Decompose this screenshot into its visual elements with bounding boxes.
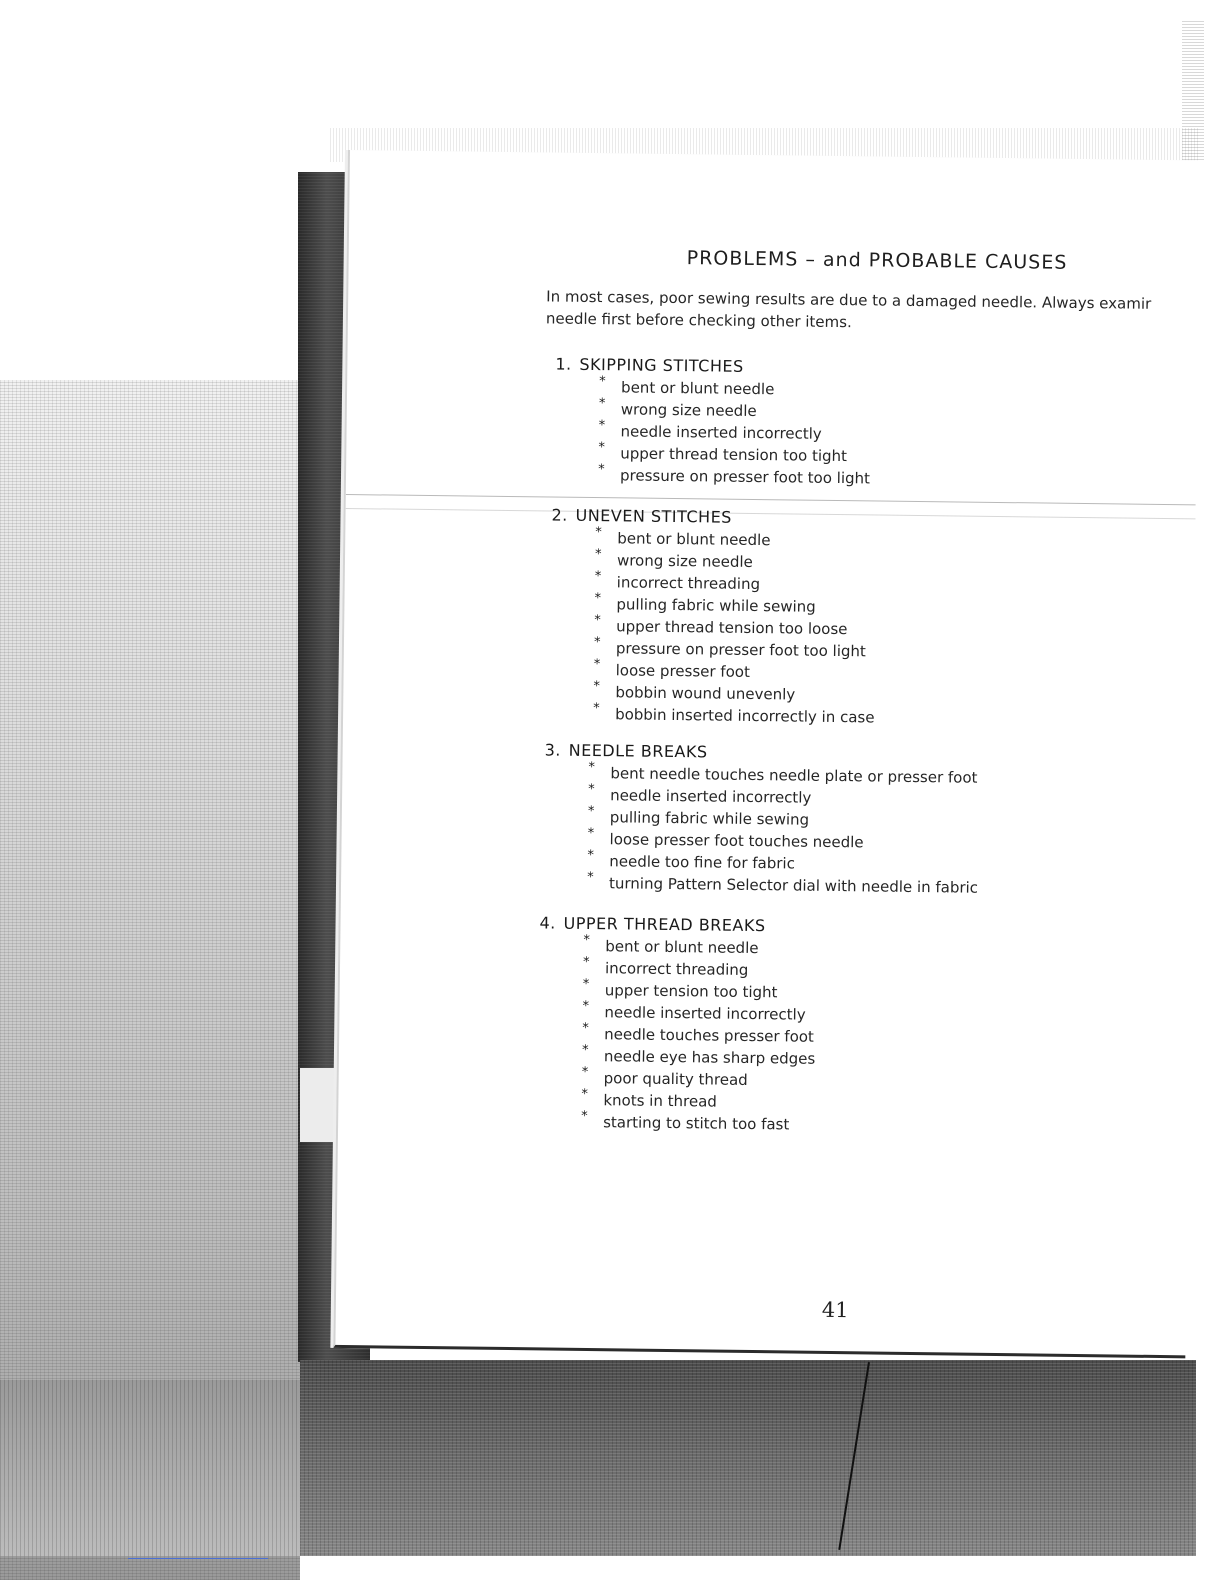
- bullet-icon: *: [582, 998, 590, 1015]
- bullet-icon: *: [598, 396, 606, 412]
- section-title: UPPER THREAD BREAKS: [563, 913, 766, 936]
- list-item: [581, 1086, 815, 1114]
- bullet-icon: *: [593, 635, 601, 651]
- bullet-icon: *: [582, 976, 590, 993]
- underline-mark: [128, 1558, 268, 1559]
- cause-text: upper thread tension too loose: [616, 617, 848, 639]
- list-item: [582, 976, 817, 1004]
- bullet-icon: *: [593, 657, 601, 673]
- section-title: UNEVEN STITCHES: [575, 505, 733, 527]
- list-item: [581, 1042, 816, 1070]
- cause-text: incorrect threading: [616, 573, 761, 594]
- cause-text: bobbin inserted incorrectly in case: [615, 705, 875, 727]
- scan-background-bottom-left: [0, 1380, 300, 1556]
- cause-text: needle inserted incorrectly: [604, 1003, 806, 1024]
- bullet-icon: *: [581, 1064, 589, 1081]
- bullet-icon: *: [593, 701, 600, 717]
- cause-text: upper tension too tight: [604, 981, 778, 1002]
- bullet-icon: *: [587, 803, 595, 820]
- bullet-icon: *: [583, 932, 590, 949]
- section-number: 2.: [551, 505, 568, 525]
- manual-page: [333, 150, 1200, 1358]
- cause-list: [549, 527, 877, 729]
- page-number: 41: [821, 1297, 849, 1323]
- bullet-icon: *: [595, 525, 602, 541]
- list-item: [581, 1108, 815, 1136]
- cause-text: needle eye has sharp edges: [603, 1047, 816, 1068]
- section-skipping-stitches: [554, 354, 872, 490]
- cause-list: [543, 761, 980, 898]
- bullet-icon: *: [581, 1108, 588, 1125]
- cause-text: bent needle touches needle plate or presser foot: [610, 764, 978, 787]
- cause-text: pulling fabric while sewing: [616, 595, 816, 616]
- cause-text: bent or blunt needle: [605, 937, 759, 958]
- section-upper-thread-breaks: [537, 912, 817, 1135]
- bullet-icon: *: [598, 462, 605, 478]
- bullet-icon: *: [594, 547, 602, 563]
- bullet-icon: *: [598, 440, 605, 456]
- cause-text: pulling fabric while sewing: [609, 808, 810, 829]
- cause-text: wrong size needle: [616, 551, 753, 571]
- cause-text: loose presser foot touches needle: [609, 830, 864, 852]
- list-item: [581, 1064, 816, 1092]
- section-number: 1.: [555, 354, 572, 374]
- intro-line: In most cases, poor sewing results are due to a damaged needle. Always examir: [546, 287, 1152, 313]
- page-title: PROBLEMS – and PROBABLE CAUSES: [686, 247, 1068, 274]
- cause-text: starting to stitch too fast: [603, 1113, 790, 1134]
- bullet-icon: *: [594, 569, 602, 585]
- cause-text: loose presser foot: [615, 661, 750, 681]
- cause-text: needle inserted incorrectly: [610, 786, 812, 807]
- cause-text: needle touches presser foot: [604, 1025, 814, 1046]
- bullet-icon: *: [581, 1086, 589, 1103]
- cause-text: poor quality thread: [603, 1069, 748, 1089]
- bullet-icon: *: [588, 759, 596, 776]
- list-item: [593, 703, 875, 728]
- cause-list: [537, 934, 817, 1135]
- cause-text: needle inserted incorrectly: [620, 422, 822, 443]
- list-item: [587, 869, 979, 899]
- list-item: [582, 998, 816, 1026]
- bullet-icon: *: [599, 374, 606, 390]
- bullet-icon: *: [593, 679, 601, 695]
- section-heading: [539, 912, 817, 937]
- section-title: NEEDLE BREAKS: [568, 740, 708, 762]
- scan-background-right-edge: [1182, 20, 1204, 160]
- bullet-icon: *: [594, 591, 602, 607]
- bullet-icon: *: [598, 418, 606, 434]
- bullet-icon: *: [583, 954, 590, 971]
- section-uneven-stitches: [549, 505, 877, 729]
- scan-background-bottom: [300, 1360, 1196, 1556]
- cause-text: wrong size needle: [620, 400, 757, 421]
- list-item: [598, 464, 870, 489]
- bullet-icon: *: [582, 1020, 589, 1037]
- bullet-icon: *: [587, 847, 594, 864]
- cause-text: knots in thread: [603, 1091, 717, 1111]
- cause-text: bent or blunt needle: [621, 378, 775, 399]
- section-title: SKIPPING STITCHES: [579, 354, 744, 376]
- cause-text: bent or blunt needle: [617, 529, 771, 550]
- section-number: 4.: [539, 913, 556, 933]
- fold-line: [346, 494, 1196, 505]
- cause-text: pressure on presser foot too light: [619, 466, 871, 488]
- cause-text: bobbin wound unevenly: [615, 683, 796, 704]
- intro-paragraph: [546, 285, 1200, 337]
- list-item: [583, 954, 817, 982]
- bullet-icon: *: [581, 1042, 589, 1059]
- cause-text: pressure on presser foot too light: [615, 639, 866, 661]
- cause-text: needle too fine for fabric: [609, 852, 796, 873]
- section-needle-breaks: [543, 739, 980, 898]
- cause-text: incorrect threading: [604, 959, 749, 979]
- bullet-icon: *: [588, 781, 595, 798]
- bullet-icon: *: [587, 825, 595, 842]
- bullet-icon: *: [587, 869, 594, 886]
- cause-text: turning Pattern Selector dial with needle in fabric: [608, 874, 979, 897]
- cause-text: upper thread tension too tight: [620, 444, 848, 466]
- cause-list: [554, 376, 871, 490]
- bullet-icon: *: [594, 613, 601, 629]
- list-item: [583, 932, 817, 960]
- list-item: [582, 1020, 816, 1048]
- section-number: 3.: [544, 740, 562, 760]
- intro-line: needle first before checking other items.: [545, 309, 852, 332]
